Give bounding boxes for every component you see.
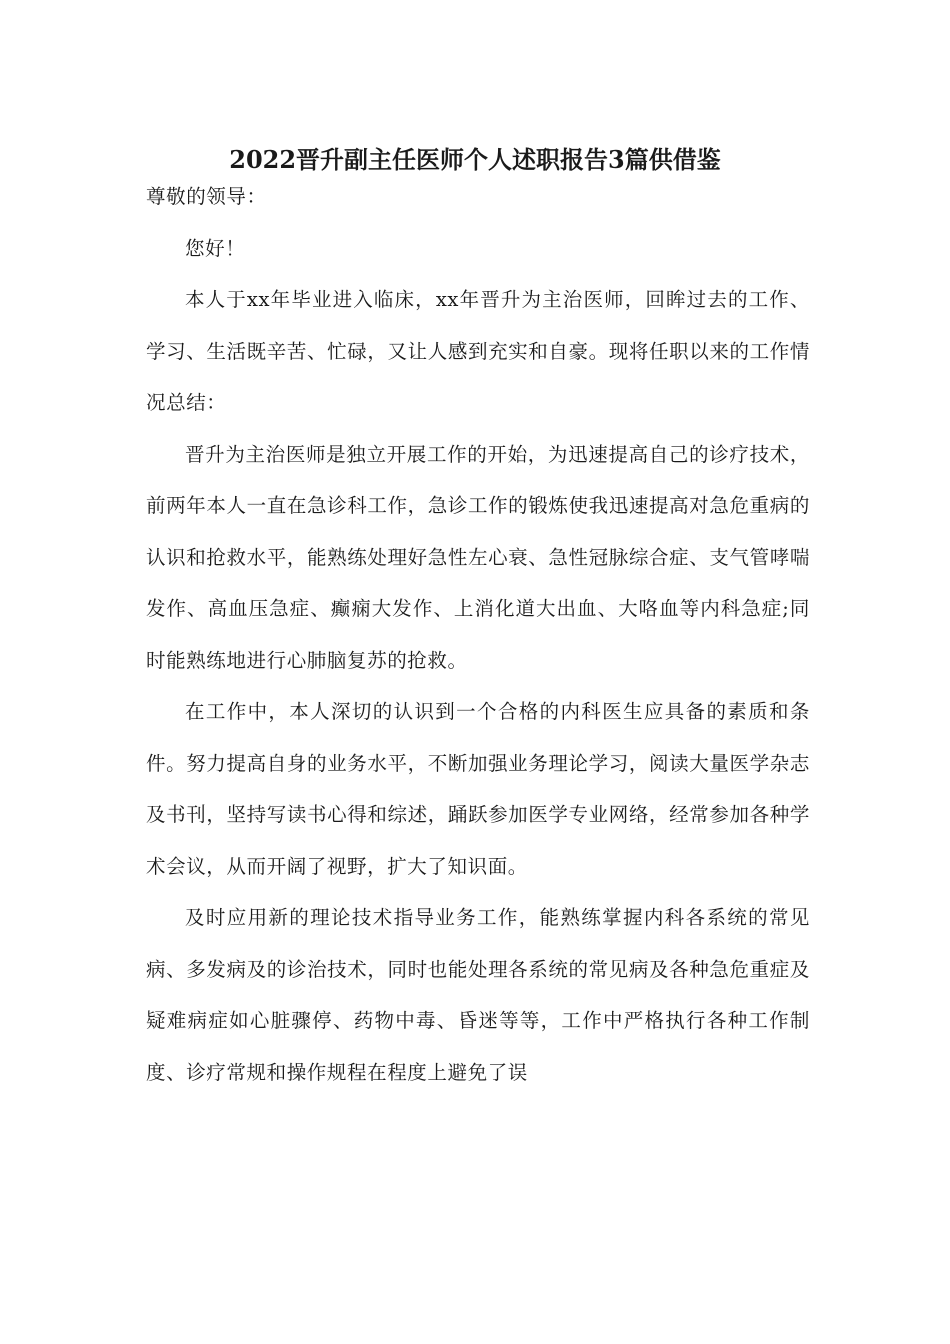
paragraph-clinical-practice: 及时应用新的理论技术指导业务工作，能熟练掌握内科各系统的常见病、多发病及的诊治技术，同时也能处理各系统的常见病及各种急危重症及疑难病症如心脏骤停、药物中毒、昏迷等等，工作中严格执行各种工作制度、诊疗常规和操作规程在程度上避免了误 bbox=[146, 906, 810, 1084]
salutation: 尊敬的领导： bbox=[146, 185, 267, 208]
paragraph-intro: 本人于xx年毕业进入临床，xx年晋升为主治医师，回眸过去的工作、学习、生活既辛苦、忙碌，又让人感到充实和自豪。现将任职以来的工作情况总结： bbox=[146, 288, 810, 414]
greeting: 您好！ bbox=[185, 236, 246, 260]
paragraph-emergency-work: 晋升为主治医师是独立开展工作的开始，为迅速提高自己的诊疗技术，前两年本人一直在急诊科工作，急诊工作的锻炼使我迅速提高对急危重病的认识和抢救水平，能熟练处理好急性左心衰、急性冠脉综合症、支气管哮喘发作、高血压急症、癫痫大发作、上消化道大出血、大咯血等内科急症;同时能熟练地进行心肺脑复苏的抢救。 bbox=[146, 442, 810, 672]
document-body bbox=[146, 171, 810, 1098]
paragraph-professional-study: 在工作中，本人深切的认识到一个合格的内科医生应具备的素质和条件。努力提高自身的业务水平，不断加强业务理论学习，阅读大量医学杂志及书刊，坚持写读书心得和综述，踊跃参加医学专业网络，经常参加各种学术会议，从而开阔了视野，扩大了知识面。 bbox=[146, 700, 810, 878]
document-title: 2022晋升副主任医师个人述职报告3篇供借鉴 bbox=[229, 145, 721, 174]
